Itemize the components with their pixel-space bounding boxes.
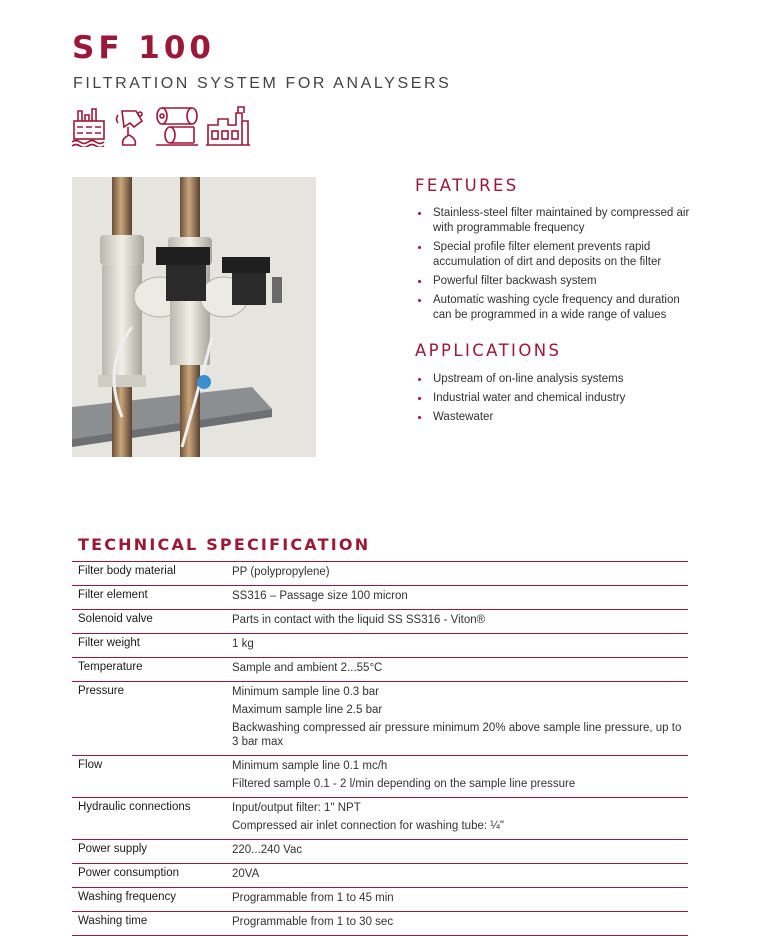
spec-heading: TECHNICAL SPECIFICATION: [78, 535, 371, 554]
spec-label: Washing time: [72, 912, 230, 936]
spec-values: [230, 610, 688, 634]
spec-value: Parts in contact with the liquid SS SS316 - Viton®: [232, 614, 486, 626]
spec-label: Power consumption: [72, 864, 230, 888]
list-item: Industrial water and chemical industry: [416, 391, 696, 406]
spec-values: [230, 586, 688, 610]
applications-heading: APPLICATIONS: [415, 341, 562, 360]
list-item: Automatic washing cycle frequency and duration can be programmed in a wide range of values: [416, 293, 696, 323]
spec-label: Power supply: [72, 840, 230, 864]
features-list: [416, 206, 696, 327]
list-item: Special profile filter element prevents rapid accumulation of dirt and deposits on the filter: [416, 240, 696, 270]
list-item: Stainless-steel filter maintained by compressed air with programmable frequency: [416, 206, 696, 236]
spec-value: Minimum sample line 0.1 mc/h: [232, 760, 388, 772]
spec-label: Temperature: [72, 658, 230, 682]
spec-label: Washing frequency: [72, 888, 230, 912]
list-item: Wastewater: [416, 410, 696, 425]
table-row: [72, 658, 688, 682]
spec-value: PP (polypropylene): [232, 566, 330, 578]
application-icons: [72, 105, 252, 147]
table-row: [72, 682, 688, 756]
spec-values: [230, 888, 688, 912]
spec-value: 20VA: [232, 868, 260, 880]
product-subtitle: FILTRATION SYSTEM FOR ANALYSERS: [73, 75, 452, 92]
table-row: [72, 586, 688, 610]
spec-label: Flow: [72, 756, 230, 798]
spec-value: Sample and ambient 2...55°C: [232, 662, 383, 674]
table-row: [72, 562, 688, 586]
paper-roll-icon: [156, 108, 198, 145]
spec-values: [230, 798, 688, 840]
spec-value: 1 kg: [232, 638, 254, 650]
spec-value: Minimum sample line 0.3 bar: [232, 686, 380, 698]
spec-label: Hydraulic connections: [72, 798, 230, 840]
table-row: [72, 912, 688, 936]
table-row: [72, 864, 688, 888]
table-row: [72, 798, 688, 840]
features-heading: FEATURES: [415, 176, 519, 195]
spec-label: Filter element: [72, 586, 230, 610]
product-title: SF 100: [72, 30, 216, 66]
factory-icon: [206, 107, 250, 145]
spec-value: Programmable from 1 to 45 min: [232, 892, 394, 904]
list-item: Powerful filter backwash system: [416, 274, 696, 289]
table-row: [72, 610, 688, 634]
spec-value: Backwashing compressed air pressure minimum 20% above sample line pressure, up to 3 bar max: [232, 722, 682, 748]
spec-values: [230, 912, 688, 936]
spec-values: [230, 840, 688, 864]
spec-label: Filter body material: [72, 562, 230, 586]
list-item: Upstream of on-line analysis systems: [416, 372, 696, 387]
spec-value: SS316 – Passage size 100 micron: [232, 590, 408, 602]
industrial-plant-icon: [72, 109, 104, 147]
chemical-flask-icon: [117, 111, 143, 145]
spec-value: Input/output filter: 1" NPT: [232, 802, 361, 814]
spec-table: [72, 561, 688, 936]
table-row: [72, 840, 688, 864]
spec-label: Solenoid valve: [72, 610, 230, 634]
spec-value: 220...240 Vac: [232, 844, 303, 856]
spec-values: [230, 756, 688, 798]
spec-values: [230, 562, 688, 586]
product-photo: [72, 177, 316, 457]
spec-values: [230, 634, 688, 658]
table-row: [72, 634, 688, 658]
spec-values: [230, 682, 688, 756]
spec-label: Filter weight: [72, 634, 230, 658]
spec-value: Programmable from 1 to 30 sec: [232, 916, 394, 928]
spec-label: Pressure: [72, 682, 230, 756]
table-row: [72, 888, 688, 912]
spec-value: Filtered sample 0.1 - 2 l/min depending on the sample line pressure: [232, 778, 576, 790]
spec-values: [230, 864, 688, 888]
spec-value: Compressed air inlet connection for washing tube: ¼": [232, 820, 504, 832]
table-row: [72, 756, 688, 798]
spec-values: [230, 658, 688, 682]
applications-list: [416, 372, 696, 429]
spec-value: Maximum sample line 2.5 bar: [232, 704, 383, 716]
